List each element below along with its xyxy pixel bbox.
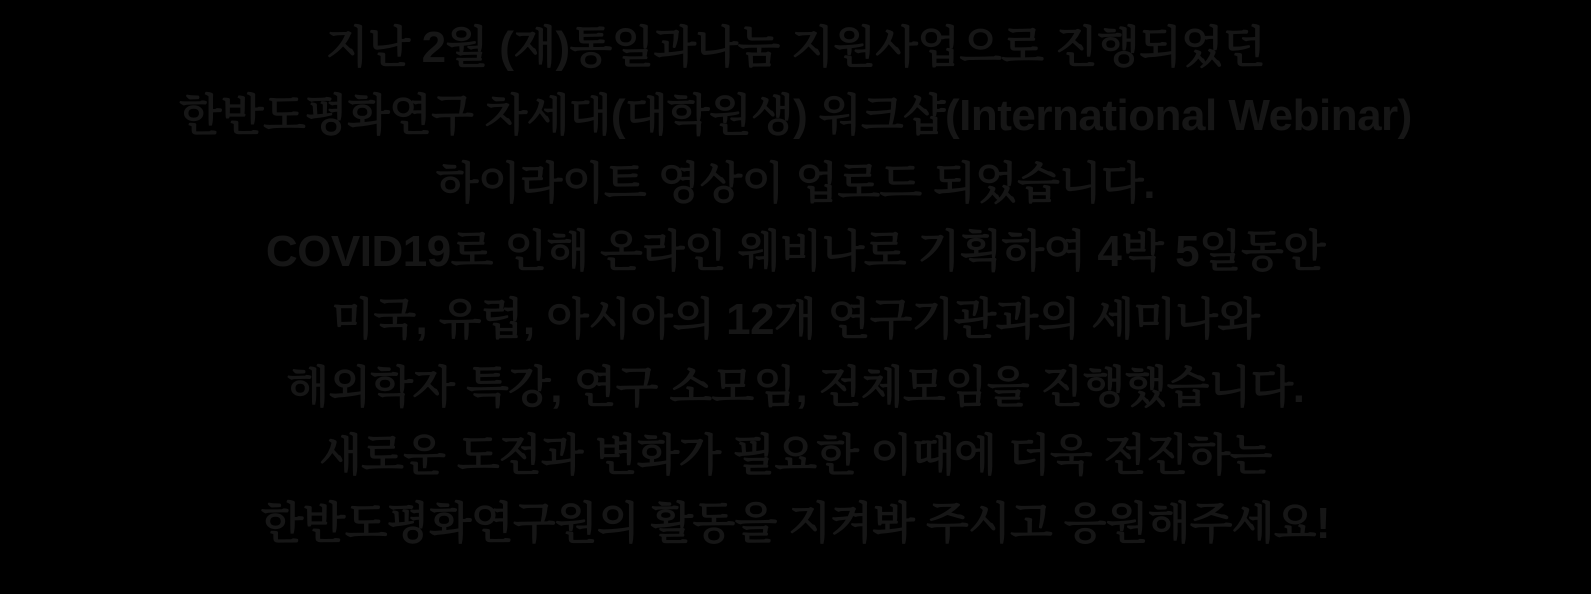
announcement-line: 해외학자 특강, 연구 소모임, 전체모임을 진행했습니다.: [286, 363, 1305, 412]
announcement-line: 한반도평화연구 차세대(대학원생) 워크샵(International Webinar): [179, 91, 1412, 140]
announcement-line: 하이라이트 영상이 업로드 되었습니다.: [436, 159, 1155, 208]
announcement-line: COVID19로 인해 온라인 웨비나로 기획하여 4박 5일동안: [265, 227, 1326, 276]
announcement-line: 지난 2월 (재)통일과나눔 지원사업으로 진행되었던: [325, 23, 1266, 72]
announcement-line: 새로운 도전과 변화가 필요한 이때에 더욱 전진하는: [319, 431, 1272, 480]
announcement-line: 한반도평화연구원의 활동을 지켜봐 주시고 응원해주세요!: [260, 499, 1331, 548]
announcement-line: 미국, 유럽, 아시아의 12개 연구기관과의 세미나와: [331, 295, 1260, 344]
